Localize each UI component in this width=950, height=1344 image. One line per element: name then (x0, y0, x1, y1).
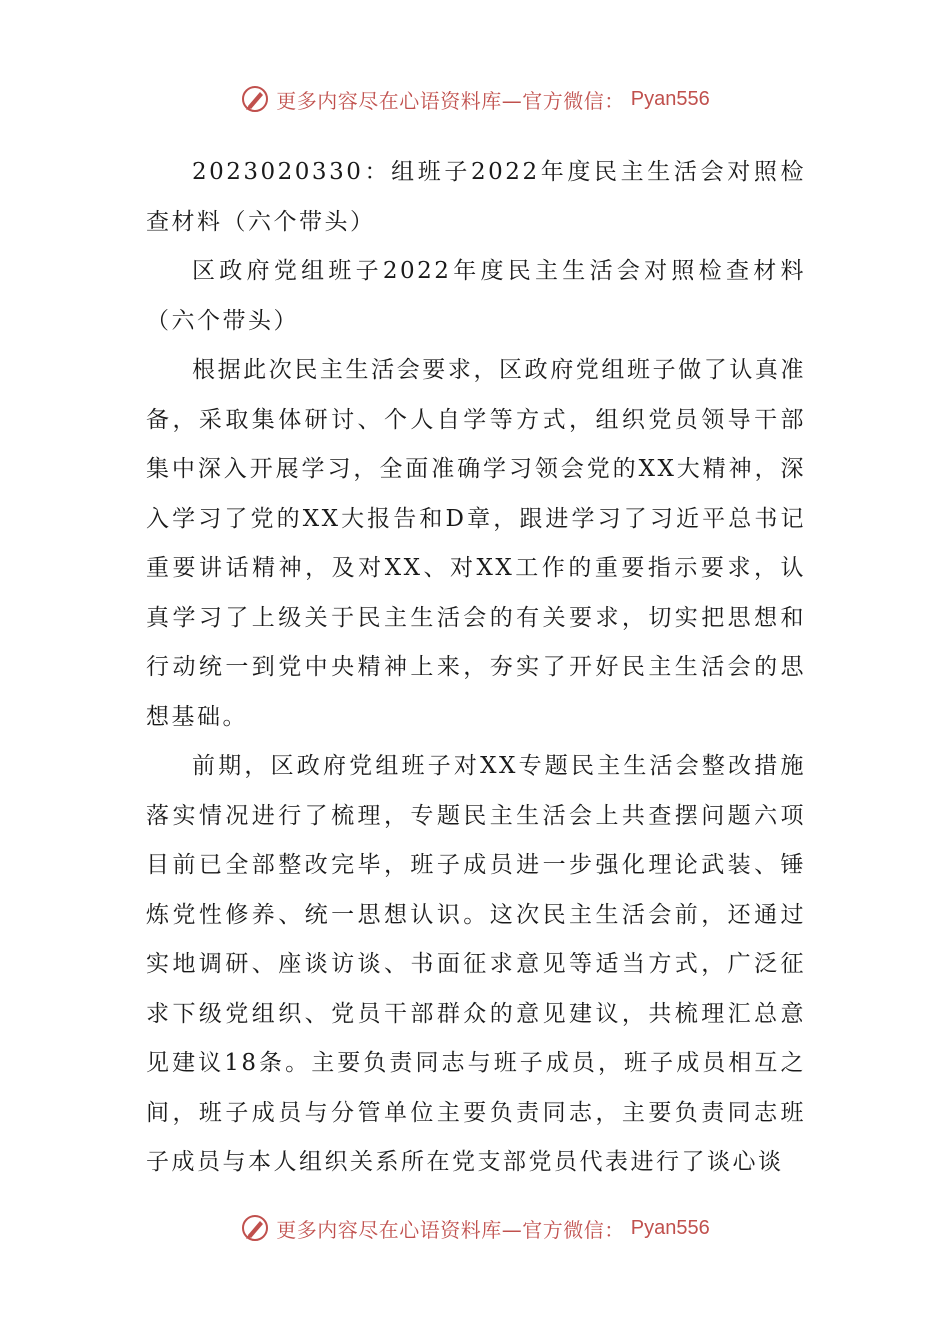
paragraph: 根据此次民主生活会要求，区政府党组班子做了认真准备，采取集体研讨、个人自学等方式，组织党员领导干部集中深入开展学习，全面准确学习领会党的XX大精神，深入学习了党的XX大报告和D章，跟进学习了习近平总书记重要讲话精神，及对XX、对XX工作的重要指示要求，认真学习了上级关于民主生活会的有关要求，切实把思想和行动统一到党中央精神上来，夯实了开好民主生活会的思想基础。 (146, 357, 806, 730)
watermark-id: Pyan556 (630, 1216, 710, 1239)
document-subtitle: 区政府党组班子2022年度民主生活会对照检查材料（六个带头） (146, 258, 806, 334)
watermark-text: 更多内容尽在心语资料库—官方微信： (276, 88, 625, 113)
document-title: 2023020330：组班子2022年度民主生活会对照检查材料（六个带头） (146, 159, 806, 235)
header-watermark (0, 84, 950, 114)
watermark-text: 更多内容尽在心语资料库—官方微信： (276, 1217, 625, 1242)
watermark-id: Pyan556 (630, 87, 710, 110)
pen-circle-icon (240, 84, 270, 114)
footer-watermark (0, 1213, 950, 1243)
document-body (146, 148, 806, 1188)
pen-circle-icon (240, 1213, 270, 1243)
paragraph: 前期，区政府党组班子对XX专题民主生活会整改措施落实情况进行了梳理，专题民主生活会上共查摆问题六项目前已全部整改完毕，班子成员进一步强化理论武装、锤炼党性修养、统一思想认识。这次民主生活会前，还通过实地调研、座谈访谈、书面征求意见等适当方式，广泛征求下级党组织、党员干部群众的意见建议，共梳理汇总意见建议18条。主要负责同志与班子成员，班子成员相互之间，班子成员与分管单位主要负责同志，主要负责同志班子成员与本人组织关系所在党支部党员代表进行了谈心谈 (146, 753, 806, 1175)
